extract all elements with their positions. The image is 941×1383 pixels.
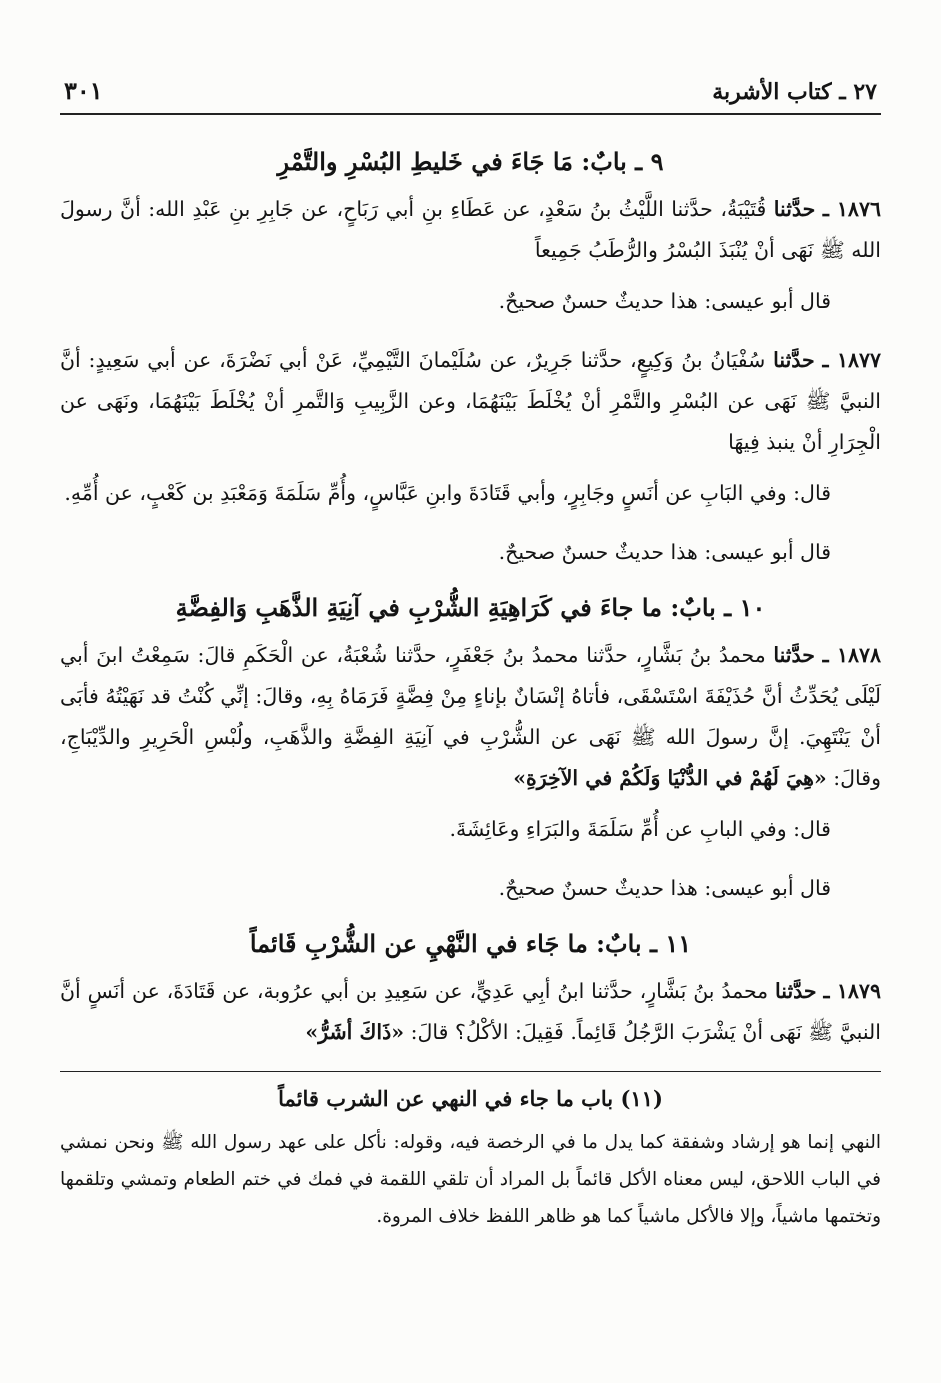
hadith-1878 [60,635,881,799]
section-heading-11: ١١ ـ بابٌ: ما جَاء في النَّهْيِ عن الشُّرْبِ قَائماً [249,929,692,958]
hadith-1877 [60,340,881,463]
hadith-1879 [60,971,881,1053]
hadith-opening: حدَّثنا [773,643,815,667]
hadith-number: ١٨٧٩ ـ [823,979,881,1003]
chapter-title: ٢٧ ـ كتاب الأشربة [712,79,877,105]
grading-note: قال أبو عيسى: هذا حديثٌ حسنٌ صحيحٌ. [498,540,831,564]
hadith-opening: حدَّثنا [775,979,817,1003]
hadith-paragraph [60,971,881,1053]
footnote-heading: (١١) باب ما جاء في النهي عن الشرب قائماً [278,1086,663,1111]
hadith-note [60,532,881,573]
hadith-opening: حدَّثنا [773,197,816,221]
prophetic-quote: «هِيَ لَهُمْ في الدُّنْيَا وَلَكُمْ في الآخِرَةِ» [513,766,827,790]
running-header [60,76,881,115]
hadith-text: سُفْيَانُ بنُ وَكِيعٍ، حدَّثنا جَرِيرٌ، عن سُلَيْمانَ التَّيْمِيِّ، عَنْ أبي نَضْرَةَ، عن أبي سَعِيدٍ: أنَّ النبيَّ ﷺ نَهَى عن البُسْرِ والتَّمْرِ أنْ يُخْلَطَ بَيْنَهُمَا، وعن الزَّبِيبِ وَالتَّمرِ أنْ يُخْلَطَ بَيْنَهُمَا، ونَهَى عن الْجِرَارِ أنْ ينبذ فِيهَا [60,348,881,454]
grading-note: قال أبو عيسى: هذا حديثٌ حسنٌ صحيحٌ. [498,876,831,900]
hadith-number: ١٨٧٦ ـ [822,197,881,221]
hadith-note [60,868,881,909]
footnote-text: النهي إنما هو إرشاد وشفقة كما يدل ما في الرخصة فيه، وقوله: نأكل على عهد رسول الله ﷺ ونحن نمشي في الباب اللاحق، ليس معناه الأكل قائماً بل المراد أن تلقي اللقمة في فمك في ختم الطعام وتمشي وتلقمها وتختمها ماشياً، وإلا فالأكل ماشياً كما هو ظاهر اللفظ خلاف المروة. [60,1132,881,1227]
hadith-text: قُتَيْبَةُ، حدَّثنا اللَّيْثُ بنُ سَعْدٍ، عن عَطَاءِ بنِ أبي رَبَاحٍ، عن جَابِرِ بنِ عَبْدِ الله: أنَّ رسولَ الله ﷺ نَهَى أنْ يُنْبَذَ البُسْرُ والرُّطَبُ جَمِيعاً [60,197,881,262]
chapter-note: قال: وفي البَابِ عن أنَسٍ وجَابِرٍ، وأبي قَتَادَةَ وابنِ عَبَّاسٍ، وأُمِّ سَلَمَةَ وَمَعْبَدِ بن كَعْبٍ، عن أُمِّهِ. [64,481,831,505]
hadith-1876 [60,189,881,271]
hadith-number: ١٨٧٧ ـ [822,348,881,372]
hadith-paragraph [60,635,881,799]
footnote-divider [60,1071,881,1072]
hadith-paragraph [60,340,881,463]
page-body [60,145,881,1235]
section-heading-9: ٩ ـ بابٌ: مَا جَاءَ في خَليطِ البُسْرِ والتَّمْرِ [277,147,664,176]
section-heading-10: ١٠ ـ بابٌ: ما جاءَ في كَرَاهِيَةِ الشُّرْبِ في آنِيَةِ الذَّهَبِ وَالفِضَّةِ [175,593,766,622]
hadith-note [60,809,881,850]
hadith-number: ١٨٧٨ ـ [822,643,881,667]
hadith-note [60,473,881,514]
hadith-note [60,281,881,322]
footnote [60,1082,881,1235]
chapter-note: قال: وفي البابِ عن أُمِّ سَلَمَةَ والبَرَاءِ وعَائِشَةَ. [449,817,831,841]
hadith-text: محمدُ بنُ بَشَّارٍ، حدَّثنا ابنُ أبِي عَدِيٍّ، عن سَعِيدِ بن أبي عرُوبة، عن قَتَادَةَ، عن أنَسٍ أنَّ النبيَّ ﷺ نَهَى أنْ يَشْرَبَ الرَّجُلُ قَائِماً. فَقِيلَ: الأكْلُ؟ قالَ: [60,979,881,1044]
grading-note: قال أبو عيسى: هذا حديثٌ حسنٌ صحيحٌ. [498,289,831,313]
page-number: ٣٠١ [64,76,103,105]
hadith-text: محمدُ بنُ بَشَّارٍ، حدَّثنا محمدُ بنُ جَعْفَرٍ، حدَّثنا شُعْبَةُ، عن الْحَكَمِ قالَ: سَمِعْتُ ابنَ أبي لَيْلَى يُحَدِّثُ أنَّ حُذَيْفَةَ اسْتَسْقَى، فأتاهُ إنْسَانٌ بإناءٍ مِنْ فِضَّةٍ فَرَمَاهُ بِهِ، وقالَ: إنِّي كُنْتُ قد نَهَيْتُهُ فأبَى أنْ يَنْتَهِيَ. إنَّ رسولَ الله ﷺ نَهَى عن الشُّرْبِ في آنِيَةِ الفِضَّةِ والذَّهَبِ، ولُبْسِ الْحَرِيرِ والدِّيْبَاجِ، وقالَ: [60,643,881,790]
prophetic-quote: «ذَاكَ أشَرُّ» [305,1020,405,1044]
hadith-opening: حدَّثنا [773,348,815,372]
hadith-paragraph [60,189,881,271]
